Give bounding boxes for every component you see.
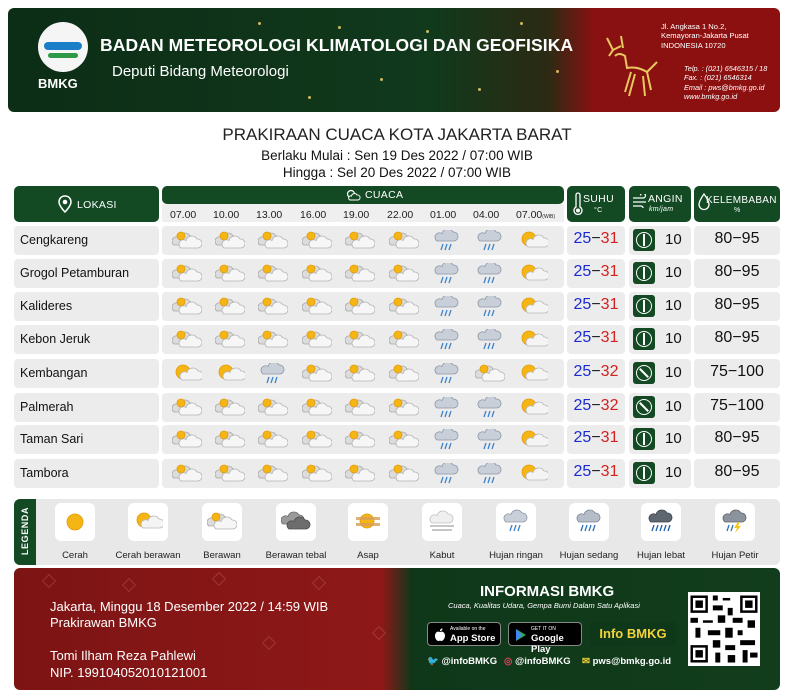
wind-cell [629,359,691,388]
location-name: Palmerah [20,400,74,414]
temperature-cell [567,359,625,388]
berawan-icon [389,230,419,252]
location-cell [14,425,159,454]
cerah-berawan-icon [128,503,168,541]
agency-address [661,22,749,50]
hujan-petir-icon [715,503,755,541]
hujan-ringan-icon [475,263,505,285]
wind-cell [629,425,691,454]
hujan-ringan-icon [258,363,288,385]
wind-speed: 10 [665,364,682,381]
bmkg-logo [38,22,88,72]
location-name: Taman Sari [20,432,84,446]
temperature-cell [567,259,625,288]
cerah-berawan-icon [518,463,548,485]
address-line: Jl. Angkasa 1 No.2, [661,22,727,31]
humidity-value: 80−95 [714,230,760,247]
temp-max: 31 [600,329,619,346]
table-row [14,325,780,354]
berawan-tebal-icon [276,503,316,541]
temperature-cell [567,393,625,422]
column-header-cuaca [162,186,564,204]
forecaster-name: Tomi Ilham Reza Pahlewi [50,648,196,663]
cerah-berawan-icon [518,296,548,318]
wind-speed: 10 [665,464,682,481]
valid-from: Berlaku Mulai : Sen 19 Des 2022 / 07:00 WIB [261,148,533,163]
location-cell [14,359,159,388]
temp-separator: − [591,463,601,480]
berawan-icon [258,463,288,485]
weather-cell [162,359,564,388]
wind-cell [629,393,691,422]
location-name: Kembangan [20,366,88,380]
temp-max: 31 [600,463,619,480]
hujan-ringan-icon [432,463,462,485]
temp-max: 31 [600,429,619,446]
berawan-icon [172,397,202,419]
hujan-ringan-icon [432,329,462,351]
weather-cell [162,459,564,488]
temp-separator: − [591,397,601,414]
column-label-suhu: SUHU [583,193,614,205]
berawan-icon [258,397,288,419]
time-zone-label: (WIB) [542,214,556,220]
email-link[interactable] [582,656,671,667]
info-title: INFORMASI BMKG [480,583,615,600]
wind-speed: 10 [665,297,682,314]
email-icon: ✉ [582,656,590,667]
location-name: Cengkareng [20,233,89,247]
temp-separator: − [591,363,601,380]
wind-cell [629,459,691,488]
temp-separator: − [591,329,601,346]
instagram-link[interactable] [504,656,571,667]
humidity-cell [694,292,780,321]
berawan-icon [389,296,419,318]
berawan-icon [389,397,419,419]
location-cell [14,292,159,321]
berawan-icon [389,463,419,485]
legend-label: Berawan tebal [265,550,327,561]
twitter-link[interactable] [427,656,497,667]
unit-kmh: km/jam [649,206,674,213]
humidity-value: 80−95 [714,296,760,313]
hujan-ringan-icon [475,329,505,351]
legend-label: Berawan [203,550,241,561]
app-store-label: App Store [450,633,496,644]
weather-icon [345,188,361,202]
time-slot-4: 19.00 [343,209,370,221]
berawan-icon [172,296,202,318]
cerah-berawan-icon [215,363,245,385]
location-cell [14,259,159,288]
email-address: pws@bmkg.go.id [592,656,672,667]
hujan-ringan-icon [475,296,505,318]
location-name: Grogol Petamburan [20,266,130,280]
column-header-angin [629,186,691,222]
agency-name: BADAN METEOROLOGI KLIMATOLOGI DAN GEOFISIKA [100,35,574,55]
temp-min: 25 [573,463,592,480]
hujan-ringan-icon [475,230,505,252]
temp-min: 25 [573,397,592,414]
berawan-icon [302,329,332,351]
legend-label: Asap [357,550,379,561]
contact-website[interactable]: www.bmkg.go.id [684,92,738,102]
berawan-icon [302,363,332,385]
legend-title: LEGENDA [20,506,30,556]
wind-direction-icon [633,396,655,418]
berawan-icon [258,329,288,351]
humidity-cell [694,459,780,488]
cerah-berawan-icon [518,230,548,252]
deputy-name: Deputi Bidang Meteorologi [112,63,289,80]
table-row [14,292,780,321]
kabut-icon [422,503,462,541]
google-play-button[interactable] [508,622,582,655]
hujan-ringan-icon [432,397,462,419]
table-row [14,459,780,488]
berawan-icon [172,230,202,252]
qr-code[interactable] [688,592,760,666]
wind-speed: 10 [665,231,682,248]
humidity-cell [694,325,780,354]
location-cell [14,393,159,422]
berawan-icon [302,463,332,485]
wind-cell [629,226,691,255]
location-pin-icon [58,195,72,213]
google-play-caption: GET IT ON [531,626,556,632]
wind-direction-icon [633,229,655,251]
cerah-berawan-icon [518,397,548,419]
app-store-caption: Available on the [450,626,486,632]
reindeer-icon [585,26,665,106]
temperature-cell [567,325,625,354]
location-cell [14,226,159,255]
table-row [14,259,780,288]
location-name: Kebon Jeruk [20,332,91,346]
temperature-cell [567,226,625,255]
humidity-value: 75−100 [710,363,764,380]
berawan-icon [345,429,375,451]
berawan-icon [215,463,245,485]
humidity-cell [694,393,780,422]
address-line: INDONESIA 10720 [661,40,726,50]
berawan-icon [389,429,419,451]
legend-label: Hujan sedang [559,550,619,561]
time-slot-8: 07.00(WIB) [516,209,556,221]
wind-speed: 10 [665,430,682,447]
unit-celsius: °C [594,207,603,214]
hujan-ringan-icon [432,263,462,285]
wind-direction-icon [633,362,655,384]
berawan-icon [302,397,332,419]
berawan-icon [302,263,332,285]
info-bmkg-app-logo[interactable]: Info BMKG [590,622,676,646]
berawan-icon [215,230,245,252]
header-banner [8,8,780,112]
cerah-berawan-icon [518,329,548,351]
legend-label: Hujan lebat [636,550,686,561]
time-slot-2: 13.00 [256,209,283,221]
weather-cell [162,393,564,422]
berawan-icon [345,329,375,351]
column-label-lokasi: LOKASI [77,199,117,211]
wind-cell [629,325,691,354]
time-slot-3: 16.00 [300,209,327,221]
legend-label: Cerah berawan [115,550,181,561]
table-row [14,393,780,422]
legend [14,499,780,565]
time-slot-5: 22.00 [387,209,414,221]
column-header-suhu [567,186,625,222]
legend-label: Kabut [429,550,455,561]
forecaster-role: Prakirawan BMKG [50,615,157,630]
wind-speed: 10 [665,330,682,347]
humidity-cell [694,226,780,255]
berawan-icon [258,263,288,285]
berawan-icon [389,329,419,351]
berawan-icon [202,503,242,541]
hujan-ringan-icon [475,429,505,451]
legend-item-kabut [403,503,481,561]
temperature-cell [567,292,625,321]
humidity-value: 80−95 [714,463,760,480]
table-row [14,359,780,388]
cerah-berawan-icon [172,363,202,385]
location-cell [14,325,159,354]
berawan-icon [389,363,419,385]
google-play-label: Google Play [531,633,564,655]
berawan-icon [258,230,288,252]
time-slots [162,204,564,222]
table-row [14,226,780,255]
humidity-value: 80−95 [714,263,760,280]
column-header-kelembaban [694,186,780,222]
berawan-icon [215,296,245,318]
column-label-angin: ANGIN [648,193,683,205]
legend-item-cerah-berawan [109,503,187,561]
berawan-icon [345,296,375,318]
legend-item-berawan [183,503,261,561]
wind-direction-icon [633,262,655,284]
berawan-icon [302,230,332,252]
berawan-icon [345,363,375,385]
temp-max: 32 [600,363,619,380]
time-slot-1: 10.00 [213,209,240,221]
asap-icon [348,503,388,541]
temp-max: 31 [600,230,619,247]
berawan-icon [345,397,375,419]
footer [14,568,780,690]
legend-item-hujan-petir [696,503,774,561]
legend-item-hujan-ringan [477,503,555,561]
app-store-button[interactable] [427,622,501,646]
legend-label: Hujan Petir [711,550,759,561]
wind-speed: 10 [665,398,682,415]
berawan-icon [345,230,375,252]
humidity-cell [694,359,780,388]
wind-direction-icon [633,428,655,450]
column-header-lokasi [14,186,159,222]
instagram-icon: ◎ [504,656,513,667]
temp-separator: − [591,296,601,313]
legend-label: Cerah [62,550,88,561]
berawan-icon [475,363,505,385]
info-subtitle: Cuaca, Kualitas Udara, Gempa Bumi Dalam Satu Aplikasi [448,601,640,610]
time-slot-0: 07.00 [170,209,197,221]
berawan-icon [172,263,202,285]
hujan-sedang-icon [569,503,609,541]
wind-direction-icon [633,328,655,350]
berawan-icon [215,429,245,451]
temp-min: 25 [573,329,592,346]
wind-direction-icon [633,462,655,484]
temperature-cell [567,459,625,488]
twitter-icon: 🐦 [427,656,439,667]
hujan-ringan-icon [432,429,462,451]
legend-item-asap [329,503,407,561]
humidity-cell [694,259,780,288]
berawan-icon [215,263,245,285]
temp-min: 25 [573,230,592,247]
valid-until: Hingga : Sel 20 Des 2022 / 07:00 WIB [282,165,512,180]
instagram-handle: @infoBMKG [514,656,571,667]
temp-separator: − [591,263,601,280]
forecaster-nip: NIP. 199104052010121001 [50,665,208,680]
hujan-ringan-icon [432,296,462,318]
column-label-cuaca: CUACA [365,189,404,201]
temp-max: 31 [600,263,619,280]
temperature-cell [567,425,625,454]
google-play-icon [515,628,527,642]
cerah-berawan-icon [518,429,548,451]
wind-speed: 10 [665,264,682,281]
berawan-icon [258,296,288,318]
twitter-handle: @infoBMKG [441,656,498,667]
cerah-icon [55,503,95,541]
berawan-icon [302,429,332,451]
legend-item-berawan-tebal [257,503,335,561]
cerah-berawan-icon [518,363,548,385]
berawan-icon [172,329,202,351]
wind-cell [629,292,691,321]
temp-separator: − [591,230,601,247]
temp-max: 31 [600,296,619,313]
legend-item-cerah [36,503,114,561]
contact-email: Email : pws@bmkg.go.id [684,82,765,92]
thermometer-icon [573,192,583,216]
agency-contact [684,64,767,102]
page-title: PRAKIRAAN CUACA KOTA JAKARTA BARAT [222,125,572,144]
weather-cell [162,325,564,354]
apple-icon [434,628,446,642]
wind-cell [629,259,691,288]
weather-cell [162,292,564,321]
cerah-berawan-icon [518,263,548,285]
contact-fax: Fax. : (021) 6546314 [684,73,752,83]
berawan-icon [215,329,245,351]
weather-cell [162,259,564,288]
hujan-ringan-icon [475,463,505,485]
hujan-ringan-icon [475,397,505,419]
legend-item-hujan-sedang [550,503,628,561]
berawan-icon [258,429,288,451]
table-row [14,425,780,454]
berawan-icon [302,296,332,318]
hujan-ringan-icon [432,230,462,252]
address-line: Kemayoran-Jakarta Pusat [661,31,749,41]
location-name: Tambora [20,466,69,480]
unit-percent: % [734,207,741,214]
time-slot-7: 04.00 [473,209,500,221]
humidity-value: 80−95 [714,329,760,346]
hujan-ringan-icon [432,363,462,385]
time-slot-6: 01.00 [430,209,457,221]
humidity-cell [694,425,780,454]
location-name: Kalideres [20,299,73,313]
wind-icon [632,194,648,208]
temp-min: 25 [573,363,592,380]
humidity-value: 80−95 [714,429,760,446]
berawan-icon [389,263,419,285]
legend-tab [14,499,36,565]
temp-separator: − [591,429,601,446]
hujan-ringan-icon [496,503,536,541]
legend-label: Hujan ringan [489,550,543,561]
temp-min: 25 [573,296,592,313]
weather-cell [162,226,564,255]
temp-max: 32 [600,397,619,414]
location-cell [14,459,159,488]
berawan-icon [345,463,375,485]
berawan-icon [172,429,202,451]
berawan-icon [345,263,375,285]
temp-min: 25 [573,263,592,280]
weather-cell [162,425,564,454]
temp-min: 25 [573,429,592,446]
berawan-icon [172,463,202,485]
issued-datetime: Jakarta, Minggu 18 Desember 2022 / 14:59 WIB [50,599,329,614]
wind-direction-icon [633,295,655,317]
logo-text: BMKG [38,76,78,91]
legend-item-hujan-lebat [622,503,700,561]
contact-phone: Telp. : (021) 6546315 / 18 [684,64,768,73]
humidity-value: 75−100 [710,397,764,414]
column-label-kelembaban: KELEMBABAN [706,195,777,206]
hujan-lebat-icon [641,503,681,541]
berawan-icon [215,397,245,419]
